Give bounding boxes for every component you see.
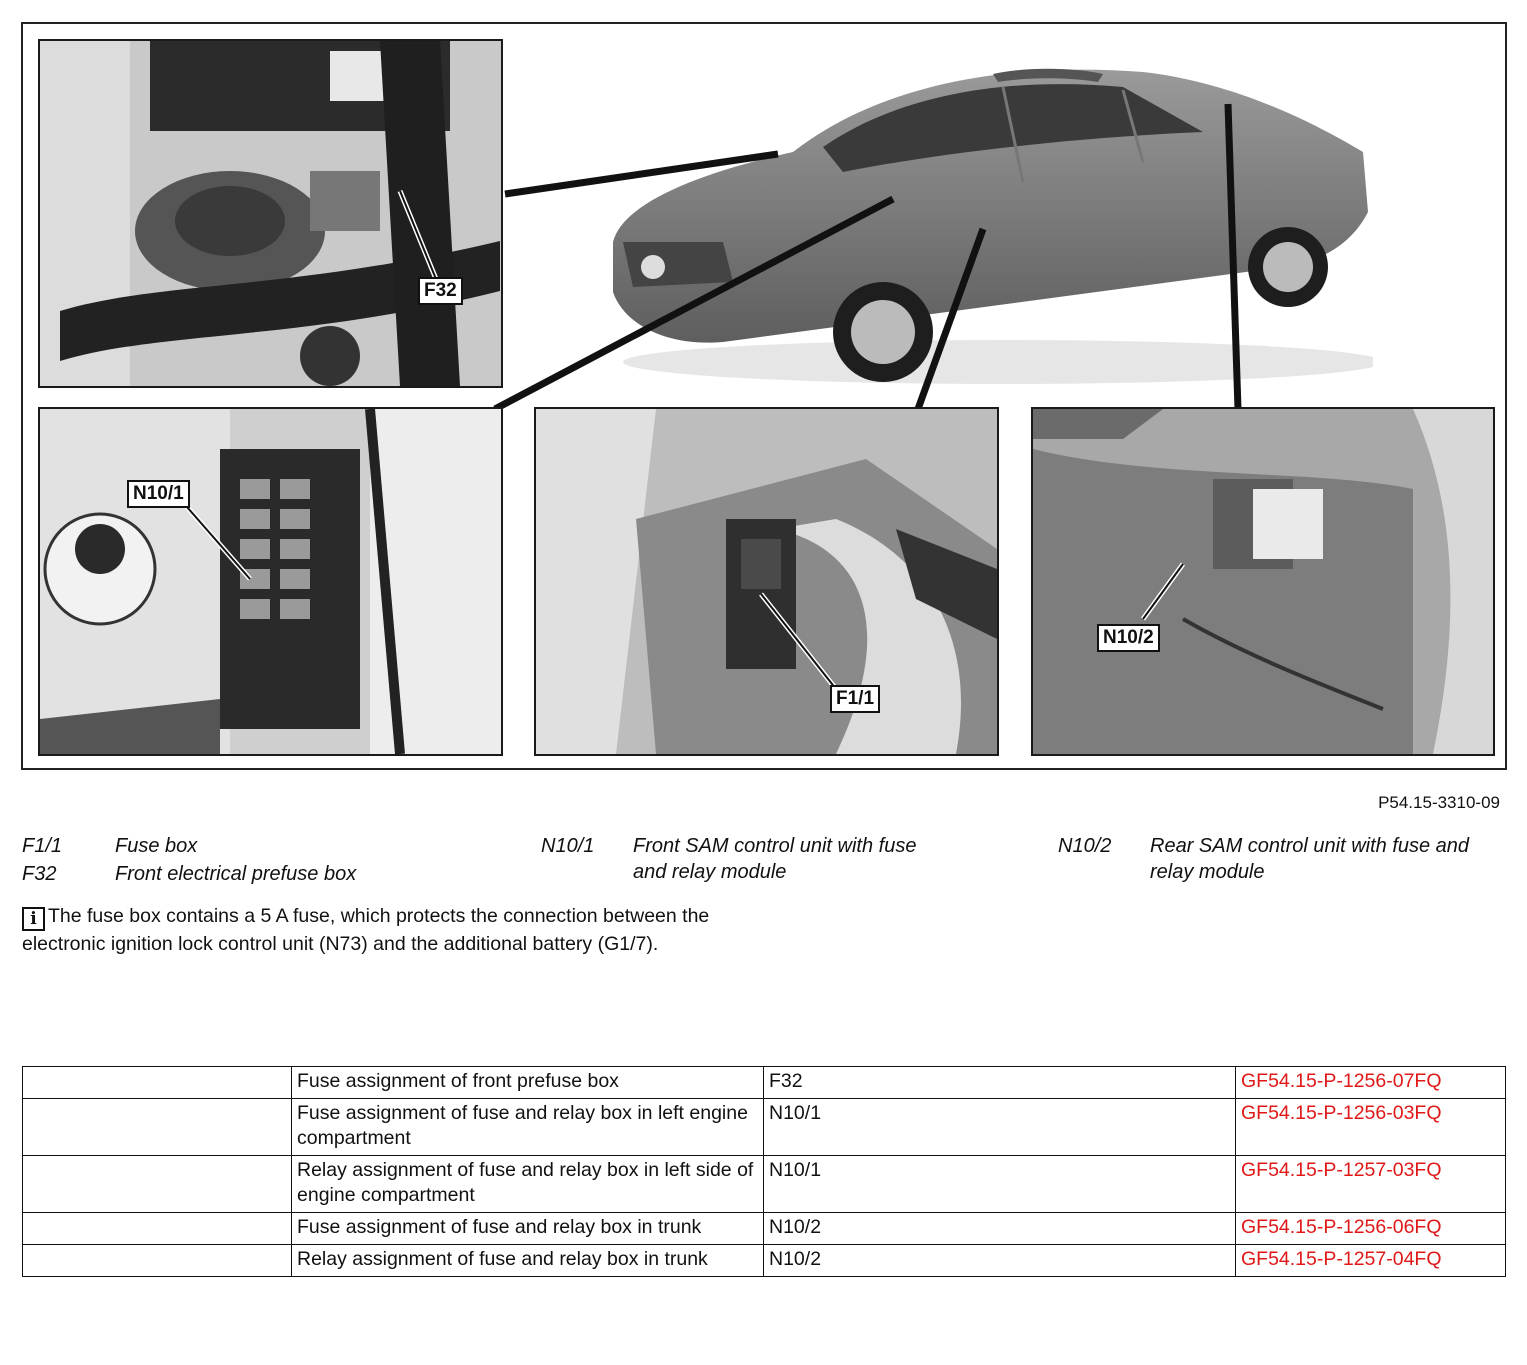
component-location-figure xyxy=(21,22,1507,770)
panel-f1-1-fuse-box xyxy=(534,407,999,756)
legend-item-f32 xyxy=(22,861,522,887)
legend-code: F32 xyxy=(22,863,57,885)
leader-line-n10-1 xyxy=(495,199,893,409)
figure-id: P54.15-3310-09 xyxy=(1378,793,1500,812)
table-cell-component: N10/1 xyxy=(764,1099,1236,1156)
dashboard-photo-illustration xyxy=(536,409,997,754)
table-cell-blank xyxy=(23,1067,292,1099)
callout-f32: F32 xyxy=(418,277,463,305)
legend-item-f1-1 xyxy=(22,833,522,859)
panel-n10-1-front-sam xyxy=(38,407,503,756)
table-row xyxy=(23,1245,1506,1277)
legend-item-n10-2 xyxy=(1058,833,1498,889)
table-cell-component: F32 xyxy=(764,1067,1236,1099)
table-row xyxy=(23,1213,1506,1245)
table-cell-component: N10/1 xyxy=(764,1156,1236,1213)
table-cell-blank xyxy=(23,1213,292,1245)
callout-n10-2: N10/2 xyxy=(1097,624,1160,652)
info-note xyxy=(22,903,712,958)
table-cell-description: Fuse assignment of fuse and relay box in trunk xyxy=(292,1213,764,1245)
table-cell-component: N10/2 xyxy=(764,1245,1236,1277)
leader-line-n10-2 xyxy=(1228,104,1238,409)
table-row xyxy=(23,1099,1506,1156)
leader-line-f32 xyxy=(505,154,778,194)
legend-code: N10/1 xyxy=(541,835,595,857)
fuse-assignment-table xyxy=(22,1066,1506,1277)
legend-item-n10-1 xyxy=(541,833,961,889)
table-cell-description: Fuse assignment of fuse and relay box in left engine compartment xyxy=(292,1099,764,1156)
legend-description: Front SAM control unit with fuse and relay module xyxy=(633,835,917,883)
table-cell-reference-link[interactable]: GF54.15-P-1256-06FQ xyxy=(1236,1213,1506,1245)
table-cell-blank xyxy=(23,1099,292,1156)
legend-code: F1/1 xyxy=(22,835,63,857)
table-cell-blank xyxy=(23,1245,292,1277)
panel-n10-2-rear-sam xyxy=(1031,407,1495,756)
table-cell-component: N10/2 xyxy=(764,1213,1236,1245)
front-sam-photo-illustration xyxy=(40,409,501,754)
legend-description: Rear SAM control unit with fuse and relay module xyxy=(1150,835,1470,883)
leader-line-f1-1 xyxy=(918,229,983,409)
table-row xyxy=(23,1067,1506,1099)
table-row xyxy=(23,1156,1506,1213)
table-cell-description: Fuse assignment of front prefuse box xyxy=(292,1067,764,1099)
legend-code: N10/2 xyxy=(1058,835,1112,857)
table-cell-reference-link[interactable]: GF54.15-P-1256-03FQ xyxy=(1236,1099,1506,1156)
legend-description: Fuse box xyxy=(115,835,198,857)
callout-f1-1: F1/1 xyxy=(830,685,880,713)
trunk-photo-illustration xyxy=(1033,409,1493,754)
info-note-text: The fuse box contains a 5 A fuse, which protects the connection between the electronic ignition lock control unit (N73) and the additional battery (G1/7). xyxy=(22,905,710,955)
legend-description: Front electrical prefuse box xyxy=(115,863,357,885)
table-cell-reference-link[interactable]: GF54.15-P-1257-03FQ xyxy=(1236,1156,1506,1213)
callout-n10-1: N10/1 xyxy=(127,480,190,508)
info-icon: i xyxy=(22,907,45,931)
table-cell-description: Relay assignment of fuse and relay box in trunk xyxy=(292,1245,764,1277)
table-cell-reference-link[interactable]: GF54.15-P-1256-07FQ xyxy=(1236,1067,1506,1099)
table-cell-reference-link[interactable]: GF54.15-P-1257-04FQ xyxy=(1236,1245,1506,1277)
table-cell-description: Relay assignment of fuse and relay box in left side of engine compartment xyxy=(292,1156,764,1213)
table-cell-blank xyxy=(23,1156,292,1213)
